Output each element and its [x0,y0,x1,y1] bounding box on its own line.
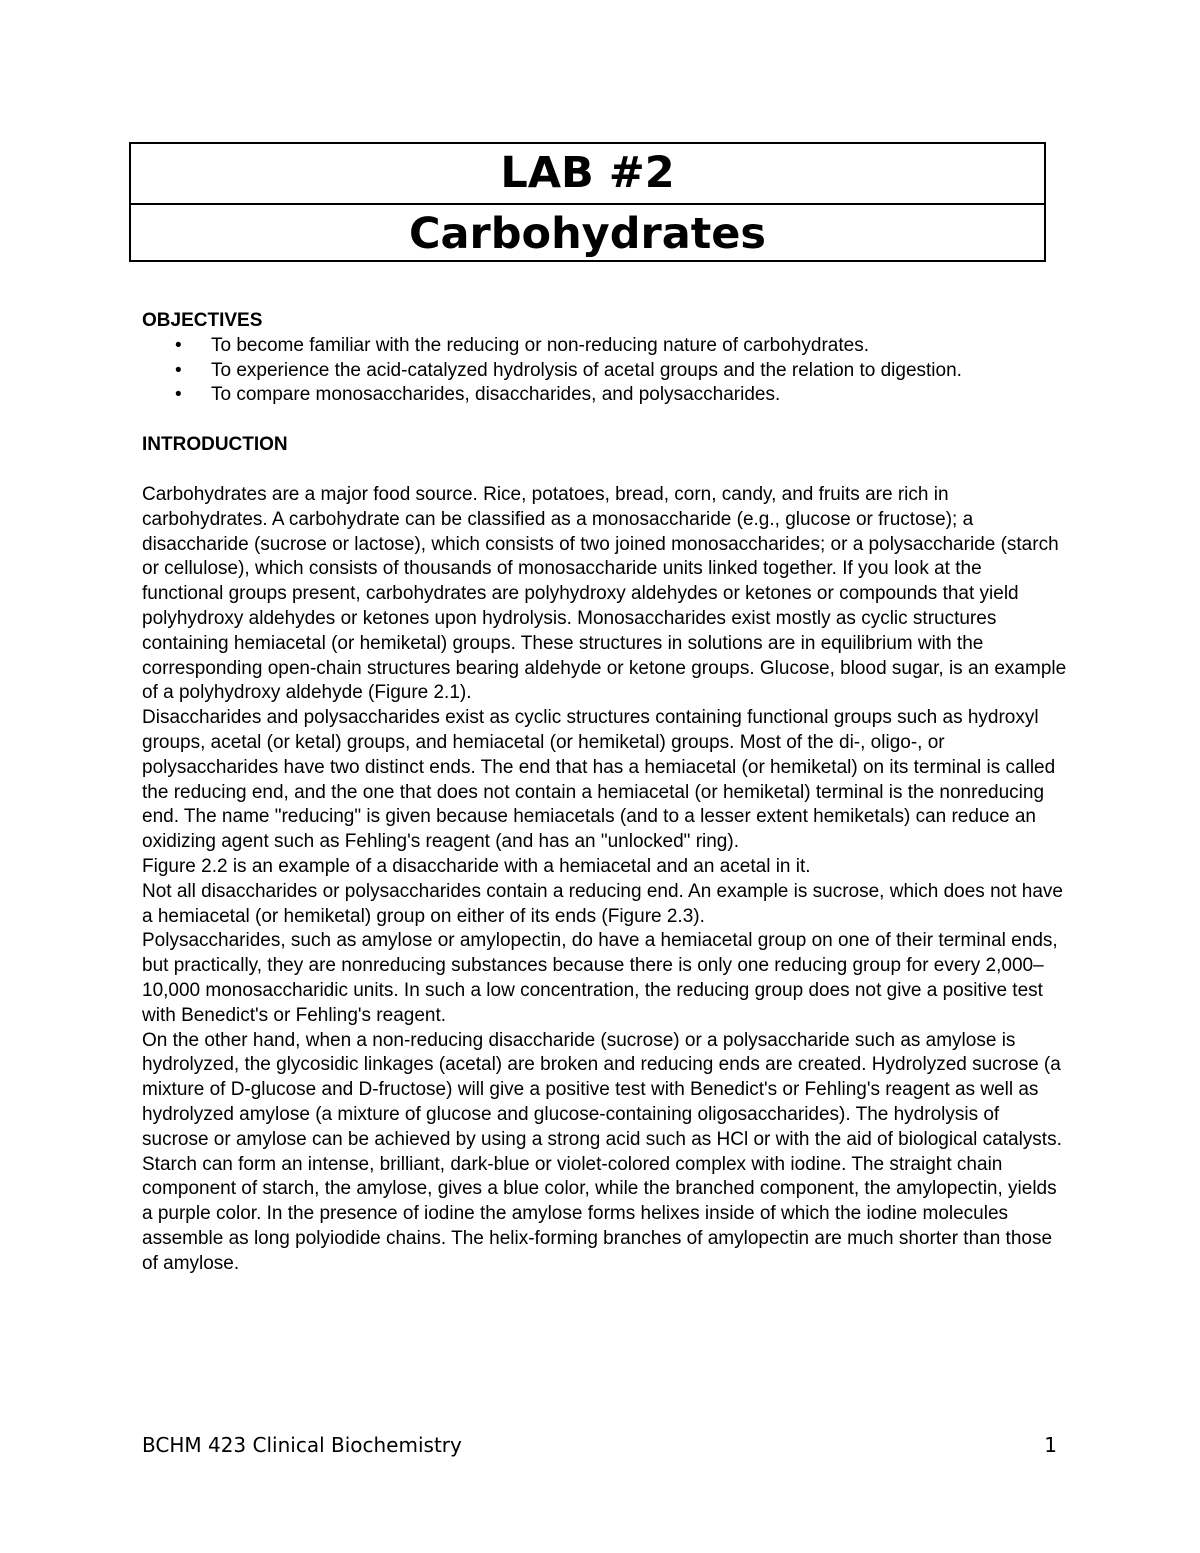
introduction-paragraph: On the other hand, when a non-reducing disaccharide (sucrose) or a polysaccharide such as amylose is hydrolyzed, the glycosidic linkages (acetal) are broken and reducing ends are created. Hydrolyzed sucrose (a mixture of D-glucose and D-fructose) will give a positive test with Benedict's or Fehling's reagent as well as hydrolyzed amylose (a mixture of glucose and glucose-containing oligosaccharides). The hydrolysis of sucrose or amylose can be achieved by using a strong acid such as HCl or with the aid of biological catalysts. [142,1029,1062,1150]
page-number: 1 [1044,1433,1057,1457]
introduction-paragraph: Not all disaccharides or polysaccharides contain a reducing end. An example is sucrose, which does not have a hemiacetal (or hemiketal) group on either of its ends (Figure 2.3). [142,880,1063,927]
introduction-paragraph: Figure 2.2 is an example of a disaccharide with a hemiacetal and an acetal in it. [142,855,811,877]
objective-item [142,334,1067,359]
objectives-list [142,334,1067,408]
introduction-paragraph: Carbohydrates are a major food source. Rice, potatoes, bread, corn, candy, and fruits are rich in carbohydrates. A carbohydrate can be classified as a monosaccharide (e.g., glucose or fructose); a disaccharide (sucrose or lactose), which consists of two joined monosaccharides; or a polysaccharide (starch or cellulose), which consists of thousands of monosaccharide units linked together. If you look at the functional groups present, carbohydrates are polyhydroxy aldehydes or ketones or compounds that yield polyhydroxy aldehydes or ketones upon hydrolysis. Monosaccharides exist mostly as cyclic structures containing hemiacetal (or hemiketal) groups. These structures in solutions are in equilibrium with the corresponding open-chain structures bearing aldehyde or ketone groups. Glucose, blood sugar, is an example of a polyhydroxy aldehyde (Figure 2.1). [142,483,1067,704]
introduction-paragraph: Disaccharides and polysaccharides exist as cyclic structures containing functional groups such as hydroxyl groups, acetal (or ketal) groups, and hemiacetal (or hemiketal) groups. Most of the di-, oligo-, or polysaccharides have two distinct ends. The end that has a hemiacetal (or hemiketal) on its terminal is called the reducing end, and the one that does not contain a hemiacetal (or hemiketal) terminal is the nonreducing end. The name "reducing" is given because hemiacetals (and to a lesser extent hemiketals) can reduce an oxidizing agent such as Fehling's reagent (and has an "unlocked" ring). [142,707,1056,853]
objective-item [142,383,1067,408]
lab-subject-title: Carbohydrates [408,209,767,259]
bullet-icon: • [175,384,182,406]
objective-text: To compare monosaccharides, disaccharides, and polysaccharides. [211,384,781,406]
objectives-heading: OBJECTIVES [142,310,263,331]
objective-text: To become familiar with the reducing or non-reducing nature of carbohydrates. [211,334,869,356]
introduction-paragraph: Starch can form an intense, brilliant, dark-blue or violet-colored complex with iodine. The straight chain component of starch, the amylose, gives a blue color, while the branched component, the amylopectin, yields a purple color. In the presence of iodine the amylose forms helixes inside of which the iodine molecules assemble as long polyiodide chains. The helix-forming branches of amylopectin are much shorter than those of amylose. [142,1153,1057,1274]
objective-text: To experience the acid-catalyzed hydrolysis of acetal groups and the relation to digestion. [211,359,962,381]
document-body [142,309,1067,1276]
introduction-text [142,483,1067,1277]
page-footer [142,1433,1057,1457]
title-box [129,142,1046,262]
introduction-paragraph: Polysaccharides, such as amylose or amylopectin, do have a hemiacetal group on one of their terminal ends, but practically, they are nonreducing substances because there is only one reducing group for every 2,000–10,000 monosaccharidic units. In such a low concentration, the reducing group does not give a positive test with Benedict's or Fehling's reagent. [142,930,1058,1026]
footer-course-name: BCHM 423 Clinical Biochemistry [142,1433,462,1457]
lab-number-title: LAB #2 [131,144,1044,205]
introduction-heading: INTRODUCTION [142,434,288,456]
objective-item [142,359,1067,384]
bullet-icon: • [175,334,182,356]
bullet-icon: • [175,359,182,381]
